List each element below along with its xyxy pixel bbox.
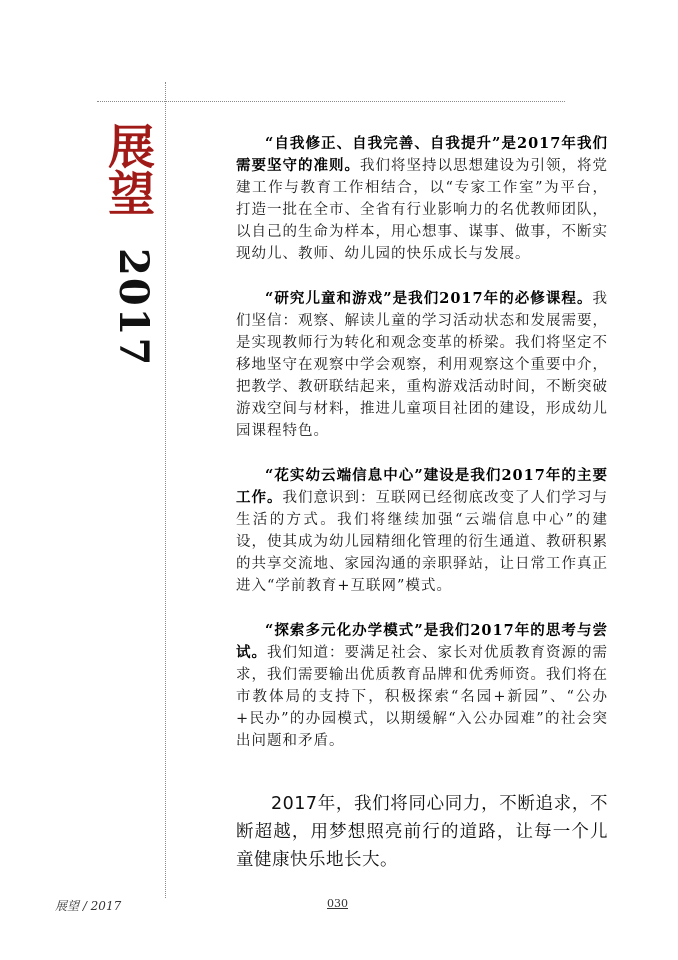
paragraph-lead: “探索多元化办学模式”是我们2017年的思考与尝试。 bbox=[236, 622, 608, 661]
paragraph bbox=[236, 133, 608, 265]
body-text bbox=[236, 133, 608, 775]
paragraph-text: 我们将坚持以思想建设为引领，将党建工作与教育工作相结合，以“专家工作室”为平台，打造一批在全市、全省有行业影响力的名优教师团队，以自己的生命为样本，用心想事、谋事、做事，不断实现幼儿、教师、幼儿园的快乐成长与发展。 bbox=[236, 158, 608, 262]
paragraph-lead: “自我修正、自我完善、自我提升”是2017年我们需要坚守的准则。 bbox=[236, 135, 608, 174]
page-title: 展望 bbox=[100, 122, 155, 216]
paragraph-lead: “花实幼云端信息中心”建设是我们2017年的主要工作。 bbox=[236, 467, 608, 506]
page-number: 030 bbox=[327, 897, 348, 910]
horizontal-dotted-rule bbox=[97, 101, 565, 102]
paragraph-lead: “研究儿童和游戏”是我们2017年的必修课程。 bbox=[265, 290, 593, 307]
paragraph bbox=[236, 620, 608, 752]
title-year: 2017 bbox=[110, 248, 157, 368]
paragraph-text: 我们意识到：互联网已经彻底改变了人们学习与生活的方式。我们将继续加强“云端信息中心”的建设，使其成为幼儿园精细化管理的衍生通道、教研积累的共享交流地、家园沟通的亲职驿站，让日常工作真正进入“学前教育+互联网”模式。 bbox=[236, 490, 608, 594]
paragraph bbox=[236, 465, 608, 597]
paragraph bbox=[236, 288, 608, 442]
paragraph-text: 我们知道：要满足社会、家长对优质教育资源的需求，我们需要输出优质教育品牌和优秀师资。我们将在市教体局的支持下，积极探索“名园+新园”、“公办+民办”的办园模式，以期缓解“入公办园难”的社会突出问题和矛盾。 bbox=[236, 645, 608, 749]
closing-statement: 2017年，我们将同心同力，不断追求，不断超越，用梦想照亮前行的道路，让每一个儿童健康快乐地长大。 bbox=[236, 794, 608, 870]
footer-section-label: 展望 / 2017 bbox=[55, 899, 122, 913]
paragraph-text: 我们坚信：观察、解读儿童的学习活动状态和发展需要，是实现教师行为转化和观念变革的桥梁。我们将坚定不移地坚守在观察中学会观察，利用观察这个重要中介，把教学、教研联结起来，重构游戏活动时间，不断突破游戏空间与材料，推进儿童项目社团的建设，形成幼儿园课程特色。 bbox=[236, 291, 608, 439]
vertical-dotted-rule bbox=[165, 82, 166, 898]
